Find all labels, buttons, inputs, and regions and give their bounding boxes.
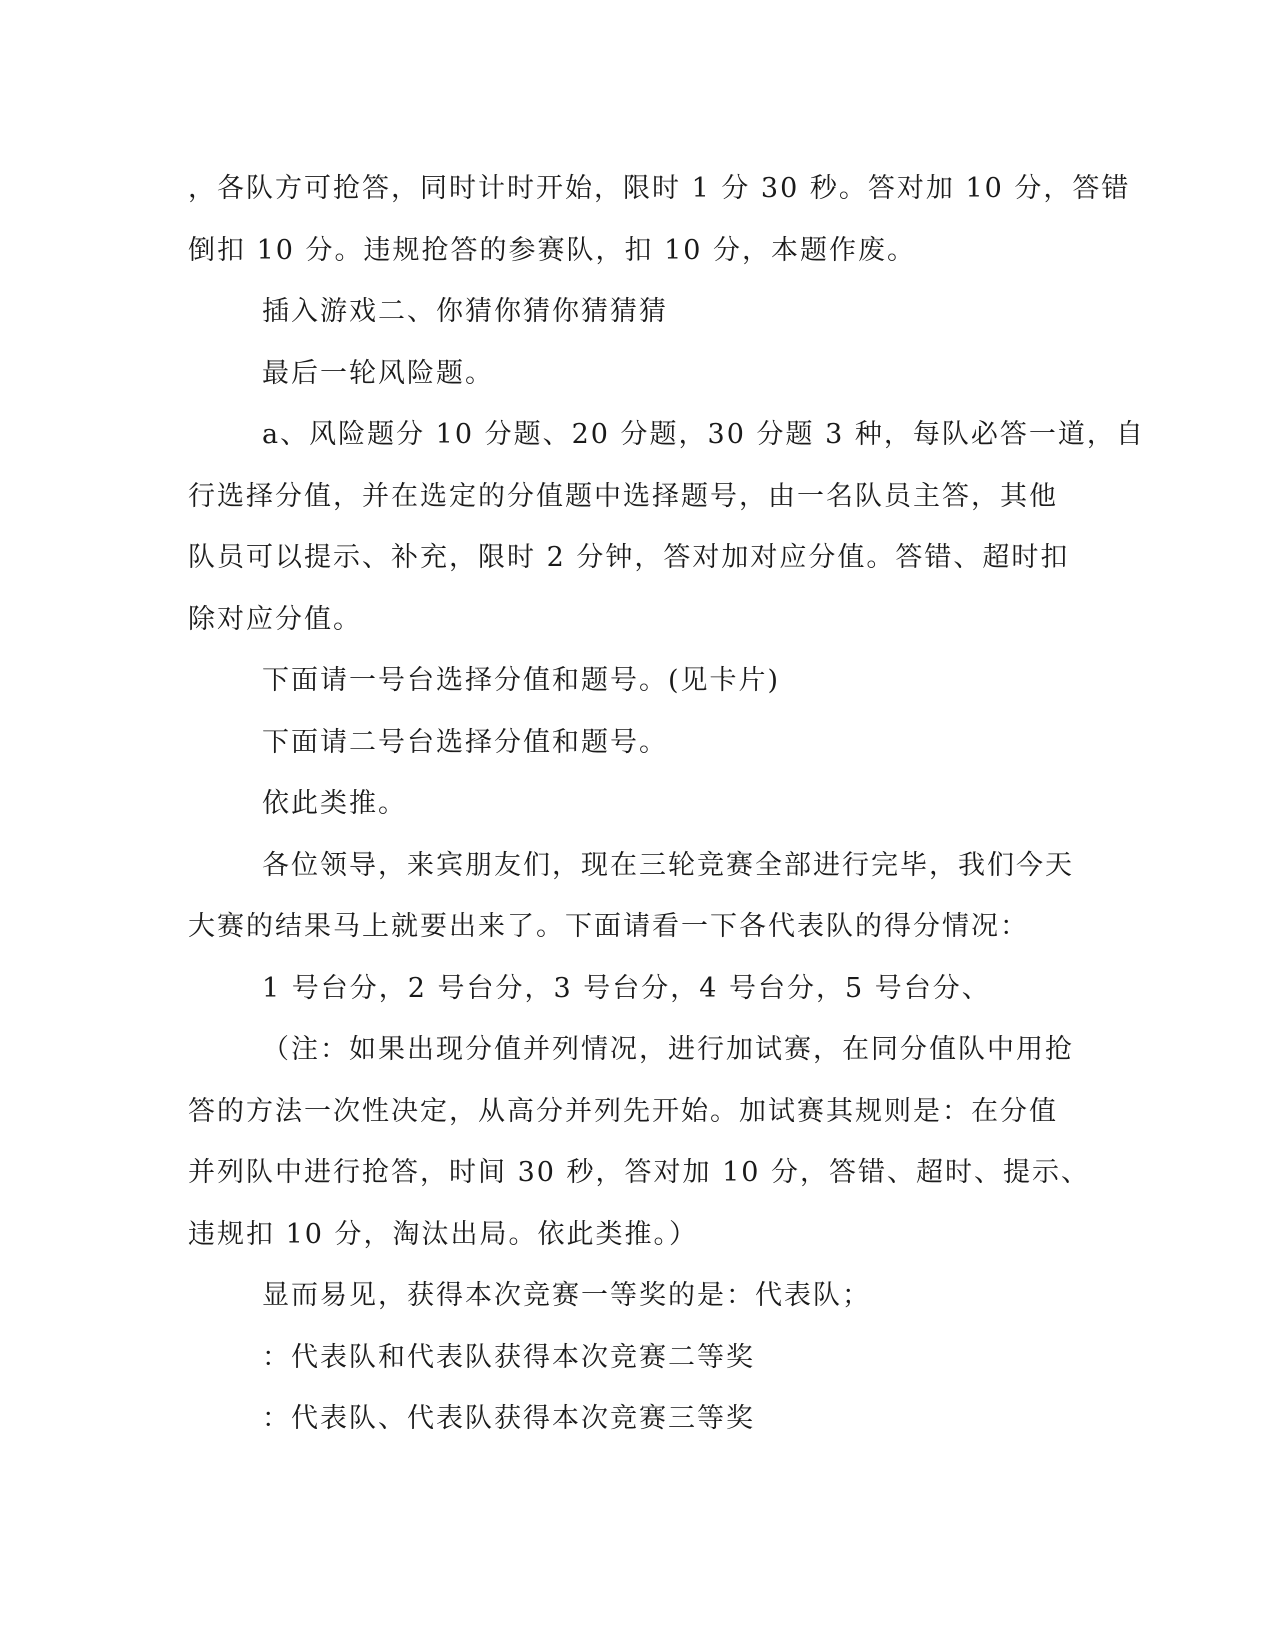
- text-line: 下面请一号台选择分值和题号。(见卡片): [262, 665, 781, 696]
- text-line: 除对应分值。: [188, 603, 362, 635]
- text-line: 下面请二号台选择分值和题号。: [262, 726, 668, 758]
- text-line: 队员可以提示、补充，限时 2 分钟，答对加对应分值。答错、超时扣: [188, 542, 1070, 573]
- text-line: 显而易见，获得本次竞赛一等奖的是：代表队；: [262, 1280, 871, 1311]
- text-line: 插入游戏二、你猜你猜你猜猜猜: [262, 296, 668, 327]
- text-line: ：代表队、代表队获得本次竞赛三等奖: [262, 1403, 755, 1434]
- text-line: 并列队中进行抢答，时间 30 秒，答对加 10 分，答错、超时、提示、: [188, 1157, 1091, 1188]
- text-line: ：代表队和代表队获得本次竞赛二等奖: [262, 1341, 755, 1373]
- text-line: 依此类推。: [262, 788, 407, 819]
- text-line: 1 号台分，2 号台分，3 号台分，4 号台分，5 号台分、: [262, 972, 991, 1004]
- text-line: 倒扣 10 分。违规抢答的参赛队，扣 10 分，本题作废。: [188, 234, 917, 266]
- text-line: 最后一轮风险题。: [262, 357, 494, 389]
- text-line: a、风险题分 10 分题、20 分题，30 分题 3 种，每队必答一道，自: [262, 419, 1145, 450]
- text-line: 各位领导，来宾朋友们，现在三轮竞赛全部进行完毕，我们今天: [262, 849, 1074, 881]
- text-line: 大赛的结果马上就要出来了。下面请看一下各代表队的得分情况：: [188, 911, 1029, 942]
- body-text: [188, 158, 1145, 1450]
- text-line: 行选择分值，并在选定的分值题中选择题号，由一名队员主答，其他: [188, 480, 1058, 512]
- text-line: 答的方法一次性决定，从高分并列先开始。加试赛其规则是：在分值: [188, 1095, 1058, 1127]
- text-line: 违规扣 10 分，淘汰出局。依此类推。）: [188, 1218, 699, 1250]
- text-line: ，各队方可抢答，同时计时开始，限时 1 分 30 秒。答对加 10 分，答错: [188, 173, 1131, 204]
- text-line: （注：如果出现分值并列情况，进行加试赛，在同分值队中用抢: [262, 1034, 1074, 1065]
